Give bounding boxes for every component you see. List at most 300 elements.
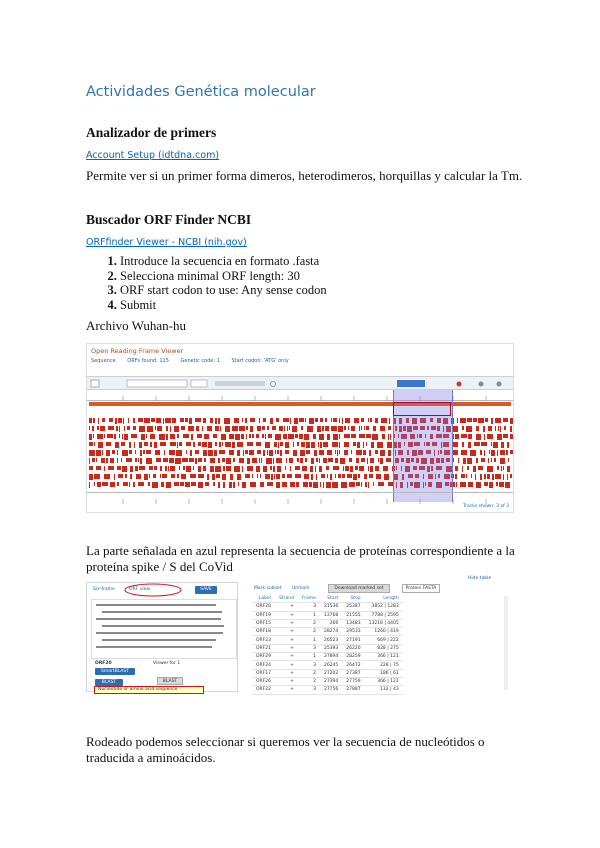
orf-mark <box>475 474 476 480</box>
orf-mark <box>270 418 273 424</box>
orf-mark <box>163 458 168 462</box>
orf-mark <box>152 482 158 488</box>
orf-mark <box>233 482 235 488</box>
orf-mark <box>282 482 287 487</box>
table-row[interactable] <box>252 677 403 685</box>
orf-mark <box>129 450 132 454</box>
orf-mark <box>157 426 162 431</box>
orf-mark <box>480 450 482 455</box>
orf-mark <box>290 466 291 471</box>
orf-mark <box>306 442 310 448</box>
orf-mark <box>102 482 108 486</box>
table-cell: 27759 <box>342 677 364 685</box>
orf-mark <box>150 434 155 439</box>
orf-mark <box>191 482 196 486</box>
smartblast-button[interactable]: SmartBLAST <box>95 668 135 675</box>
orf-mark <box>123 418 124 424</box>
orf-mark <box>179 466 180 470</box>
orf-mark <box>339 442 340 448</box>
table-row[interactable] <box>252 653 403 661</box>
orf-mark <box>198 482 203 488</box>
orf-mark <box>230 474 233 480</box>
orf-mark <box>89 434 92 440</box>
orffinder-link[interactable]: ORFfinder Viewer - NCBI (nih.gov) <box>86 237 247 248</box>
blast-button[interactable]: BLAST <box>95 679 123 686</box>
orf-mark <box>239 458 244 463</box>
orf-mark <box>197 434 202 438</box>
orf-mark <box>510 418 513 424</box>
table-cell: 366 | 121 <box>365 677 403 685</box>
orf-mark <box>389 418 390 424</box>
orf-mark <box>123 482 128 486</box>
orf-mark <box>510 426 512 432</box>
table-cell: 1 <box>298 611 320 619</box>
table-cell: 266 <box>320 619 342 627</box>
orf-mark <box>363 442 364 448</box>
orf-mark <box>208 450 213 456</box>
orf-mark <box>93 418 95 423</box>
orf-mark <box>493 442 498 448</box>
orf-mark <box>365 482 367 487</box>
orf-mark <box>186 442 191 446</box>
orf-mark <box>503 434 508 438</box>
orf-mark <box>202 442 207 447</box>
orf-mark <box>507 474 508 480</box>
table-row[interactable] <box>252 619 403 627</box>
orf-mark <box>319 450 324 455</box>
orf-mark <box>256 434 259 438</box>
orf-mark <box>185 418 188 422</box>
table-row[interactable] <box>252 669 403 677</box>
table-header[interactable]: Length <box>365 595 403 603</box>
orf-mark <box>136 474 141 479</box>
table-row[interactable] <box>252 686 403 694</box>
orf-mark <box>368 418 369 422</box>
orf-mark <box>489 482 493 488</box>
orf-mark <box>361 482 362 487</box>
table-cell: ORF26 <box>252 677 275 685</box>
orf-mark <box>505 482 510 488</box>
orf-mark <box>205 482 209 486</box>
orf-mark <box>276 458 282 463</box>
orf-mark <box>342 474 345 478</box>
orf-mark <box>295 474 301 478</box>
orf-mark <box>496 482 498 486</box>
table-cell: 7788 | 2595 <box>365 611 403 619</box>
download-button[interactable]: Download marked set <box>328 584 390 593</box>
orf-mark <box>225 426 230 432</box>
orf-mark <box>139 466 145 470</box>
primers-description: Permite ver si un primer forma dimeros, heterodimeros, horquillas y calcular la Tm. <box>86 168 523 183</box>
table-cell: 828 | 275 <box>365 644 403 652</box>
orf-mark <box>94 442 95 446</box>
orf-mark <box>89 466 93 470</box>
orf-mark <box>333 434 338 440</box>
orf-mark <box>122 434 123 439</box>
orf-mark <box>117 458 118 463</box>
orf-mark <box>345 466 349 471</box>
orf-mark <box>481 442 487 446</box>
orf-mark <box>455 474 457 479</box>
orf-viewer-screenshot <box>86 343 514 513</box>
orf-mark <box>130 466 133 472</box>
orf-mark <box>503 474 504 480</box>
table-cell: ORF18 <box>252 628 275 636</box>
table-cell: 21555 <box>342 611 364 619</box>
viewer-subheader <box>91 358 299 364</box>
table-cell: 13768 <box>320 611 342 619</box>
table-row[interactable] <box>252 644 403 652</box>
orf-mark <box>335 474 336 478</box>
orf-mark <box>453 434 454 439</box>
table-cell: 27887 <box>342 686 364 694</box>
orf-mark <box>154 442 157 448</box>
orf-mark <box>290 482 295 487</box>
orf-mark <box>222 442 223 446</box>
viewer-sub-item: Start codon: 'ATG' only <box>231 358 289 364</box>
frame-label: ORF20 <box>95 661 112 666</box>
table-cell: 26523 <box>320 636 342 644</box>
orf-mark <box>367 458 368 464</box>
orf-mark <box>273 458 274 464</box>
orf-mark <box>328 458 333 462</box>
orf-mark <box>313 434 316 439</box>
orf-mark <box>476 482 481 488</box>
table-cell: 26472 <box>342 661 364 669</box>
table-row[interactable] <box>252 661 403 669</box>
orf-mark <box>491 450 495 456</box>
orf-mark <box>89 474 93 480</box>
orf-mark <box>326 482 331 488</box>
sequence-lines <box>92 600 236 658</box>
orf-mark <box>382 434 385 439</box>
orf-mark <box>102 450 103 455</box>
table-cell: + <box>275 619 298 627</box>
orf-mark <box>376 474 381 479</box>
orf-mark <box>478 418 484 423</box>
orf-mark <box>202 426 203 431</box>
orf-mark <box>461 434 467 438</box>
orf-mark <box>141 434 145 440</box>
caption-selection: Rodeado podemos seleccionar si queremos ver la secuencia de nucleótidos o traducida a aminoácidos. <box>86 734 485 765</box>
unmark-link[interactable]: Unmark <box>292 586 310 591</box>
table-cell: 27387 <box>342 669 364 677</box>
orf-mark <box>250 418 255 422</box>
orf-mark <box>368 466 369 471</box>
orf-mark <box>290 418 291 424</box>
orf-mark <box>370 418 372 422</box>
orf-mark <box>269 450 273 456</box>
orf-mark <box>98 442 103 448</box>
table-row[interactable] <box>252 603 403 611</box>
orf-mark <box>283 418 289 422</box>
orf-mark <box>293 442 294 447</box>
orf-mark <box>115 418 117 424</box>
table-cell: 132 | 43 <box>365 686 403 694</box>
orf-mark <box>135 466 138 471</box>
orf-mark <box>289 458 293 463</box>
table-row[interactable] <box>252 611 403 619</box>
orf-mark <box>223 466 225 471</box>
idtdna-link[interactable]: Account Setup (idtdna.com) <box>86 150 220 161</box>
orf-mark <box>295 466 300 470</box>
save-button[interactable]: SAVE <box>195 586 217 594</box>
orf-mark <box>380 458 383 464</box>
orf-mark <box>186 450 187 454</box>
orf-mark <box>106 458 108 463</box>
orf-mark <box>267 426 269 430</box>
table-cell: + <box>275 669 298 677</box>
orf-mark <box>148 482 150 486</box>
orf-mark <box>160 474 161 478</box>
orf-mark <box>300 450 305 456</box>
orf-mark <box>363 450 366 455</box>
orf-mark <box>265 474 270 479</box>
table-header[interactable]: Strand <box>275 595 298 603</box>
document-title: Actividades Genética molecular <box>86 84 316 100</box>
orf-mark <box>198 458 202 462</box>
orf-mark <box>108 466 114 470</box>
orf-mark <box>476 426 479 431</box>
orf-mark <box>300 458 303 463</box>
orf-mark <box>222 458 225 462</box>
orf-mark <box>140 458 142 464</box>
orf-mark <box>160 466 162 471</box>
orf-mark <box>322 426 324 431</box>
orf-mark <box>177 474 179 478</box>
orf-mark <box>195 450 199 454</box>
orf-mark <box>182 458 188 462</box>
orf-mark <box>491 418 493 424</box>
orf-mark <box>242 418 243 422</box>
orf-mark <box>483 426 485 432</box>
orf-mark <box>327 450 332 455</box>
orf-mark <box>117 466 121 470</box>
table-header[interactable]: Stop <box>342 595 364 603</box>
orf-mark <box>456 482 457 487</box>
orf-mark <box>259 418 260 423</box>
table-cell: 3 <box>298 644 320 652</box>
orf-mark <box>387 442 392 448</box>
orf-mark <box>315 466 316 472</box>
orf-mark <box>263 450 265 456</box>
table-header[interactable]: Start <box>320 595 342 603</box>
orf-mark <box>353 474 357 480</box>
orf-mark <box>349 458 352 462</box>
option-tooltip <box>94 686 204 694</box>
orf-mark <box>474 442 480 446</box>
table-cell: 27756 <box>320 686 342 694</box>
orf-mark <box>276 482 280 488</box>
orf-mark <box>265 442 270 448</box>
orf-mark <box>356 450 362 455</box>
table-cell: + <box>275 686 298 694</box>
orf-mark <box>161 482 164 487</box>
orf-mark <box>484 474 486 479</box>
orf-mark <box>333 418 337 422</box>
orf-mark <box>107 434 113 438</box>
orf-mark <box>350 466 353 472</box>
orf-mark <box>216 474 220 478</box>
orf-mark <box>507 466 510 472</box>
orf-mark <box>129 442 131 448</box>
orf-mark <box>325 426 329 431</box>
table-scrollbar[interactable] <box>504 596 508 690</box>
orf-mark <box>144 474 148 480</box>
orf-mark <box>473 418 477 422</box>
orf-mark <box>160 442 166 446</box>
orf-mark <box>100 426 105 431</box>
table-cell: 27394 <box>320 677 342 685</box>
orf-mark <box>133 482 135 487</box>
table-header[interactable]: Label <box>252 595 275 603</box>
orf-mark <box>213 434 217 438</box>
orf-mark <box>215 426 219 431</box>
table-row[interactable] <box>252 628 403 636</box>
orf-mark <box>321 474 325 478</box>
orf-mark <box>97 434 103 439</box>
orf-mark <box>378 458 379 462</box>
orf-mark <box>242 482 246 488</box>
orf-mark <box>470 450 476 456</box>
orf-mark <box>353 442 356 446</box>
orf-mark <box>170 442 176 446</box>
orf-mark <box>301 442 305 447</box>
orf-mark <box>455 466 458 471</box>
orf-mark <box>494 458 496 462</box>
orf-mark <box>259 458 260 463</box>
table-cell: 1 <box>298 653 320 661</box>
hide-table-link[interactable]: Hide table <box>468 576 492 581</box>
sequence-line <box>96 632 223 634</box>
orf-mark <box>207 474 209 480</box>
table-cell: + <box>275 603 298 611</box>
orf-mark <box>373 482 374 486</box>
orf-mark <box>179 442 182 446</box>
orf-mark <box>144 418 150 423</box>
orf-mark <box>203 466 206 471</box>
orf-mark <box>128 418 129 423</box>
orf-mark <box>319 434 324 440</box>
orf-mark <box>198 442 201 446</box>
orf-mark <box>262 426 265 430</box>
viewer-label: Viewer for 1 <box>153 661 181 666</box>
orf-mark <box>497 450 498 456</box>
table-cell: 26220 <box>342 644 364 652</box>
mark-subset-link[interactable]: Mark subset <box>254 586 282 591</box>
table-header[interactable]: Frame <box>298 595 320 603</box>
orf-mark <box>327 474 328 478</box>
orf-mark <box>375 466 379 471</box>
orf-mark <box>358 474 360 478</box>
orf-mark <box>344 442 349 447</box>
orf-mark <box>89 418 92 423</box>
orf-mark <box>368 482 369 488</box>
orf-mark <box>495 418 501 423</box>
orf-mark <box>190 450 192 456</box>
orf-mark <box>89 450 95 456</box>
orf-mark <box>315 418 318 422</box>
left-tab-orfview[interactable]: ORF view <box>129 587 151 592</box>
orf-mark <box>388 434 389 440</box>
orf-mark <box>232 426 238 431</box>
orf-mark <box>366 442 367 446</box>
table-cell: + <box>275 628 298 636</box>
orf-mark <box>488 458 489 463</box>
orf-mark <box>343 466 344 471</box>
orf-mark <box>238 482 239 486</box>
orf-mark <box>135 450 136 454</box>
orf-mark <box>198 474 204 478</box>
format-select[interactable]: Protein FASTA <box>402 584 440 593</box>
orf-mark <box>114 474 115 480</box>
orf-mark <box>378 482 384 486</box>
orf-mark <box>97 482 101 487</box>
orf-mark <box>235 434 240 440</box>
orf-mark <box>457 418 458 423</box>
orf-mark <box>316 474 317 480</box>
orf-mark <box>287 426 288 431</box>
table-cell: 27894 <box>320 653 342 661</box>
orf-mark <box>168 466 169 471</box>
orf-mark <box>323 458 327 463</box>
orf-mark <box>286 458 287 463</box>
orf-mark <box>351 426 355 431</box>
orf-mark <box>487 474 490 479</box>
orf-mark <box>293 450 297 456</box>
orf-mark <box>114 434 116 439</box>
orf-mark <box>372 434 378 440</box>
orf-mark <box>351 450 352 454</box>
orf-mark <box>181 474 186 479</box>
orf-mark <box>480 474 482 480</box>
orf-mark <box>164 450 165 455</box>
orf-mark <box>373 426 376 431</box>
orf-mark <box>320 442 322 448</box>
orf-mark <box>476 458 478 463</box>
table-cell: 3 <box>298 686 320 694</box>
orf-mark <box>295 434 298 438</box>
orf-mark <box>208 442 212 448</box>
orf-mark <box>93 434 94 438</box>
orf-mark <box>364 474 367 479</box>
orf-mark <box>317 426 321 432</box>
orf-mark <box>267 482 273 486</box>
orf-mark <box>186 466 191 472</box>
orf-mark <box>92 426 94 431</box>
orf-mark <box>282 474 285 478</box>
orf-mark <box>319 458 320 463</box>
left-tab[interactable]: Six-frame <box>93 587 115 592</box>
orf-mark <box>384 474 389 480</box>
orf-mark <box>460 482 466 487</box>
sequence-line <box>102 639 216 641</box>
orf-mark <box>104 474 110 479</box>
orf-mark <box>345 418 350 423</box>
orf-mark <box>175 458 181 464</box>
orf-mark <box>337 450 338 456</box>
viewer-footer-link[interactable]: Tracks shown: 3 of 3 <box>463 504 509 509</box>
blast-button-grey[interactable]: BLAST <box>157 677 183 685</box>
orf-mark <box>234 418 239 423</box>
orf-mark <box>237 442 243 447</box>
orf-mark <box>218 458 220 463</box>
viewer-toolbar[interactable] <box>87 376 513 390</box>
orf-mark <box>510 450 513 454</box>
sequence-line <box>102 625 224 627</box>
table-row[interactable] <box>252 636 403 644</box>
orf-mark <box>503 466 504 470</box>
